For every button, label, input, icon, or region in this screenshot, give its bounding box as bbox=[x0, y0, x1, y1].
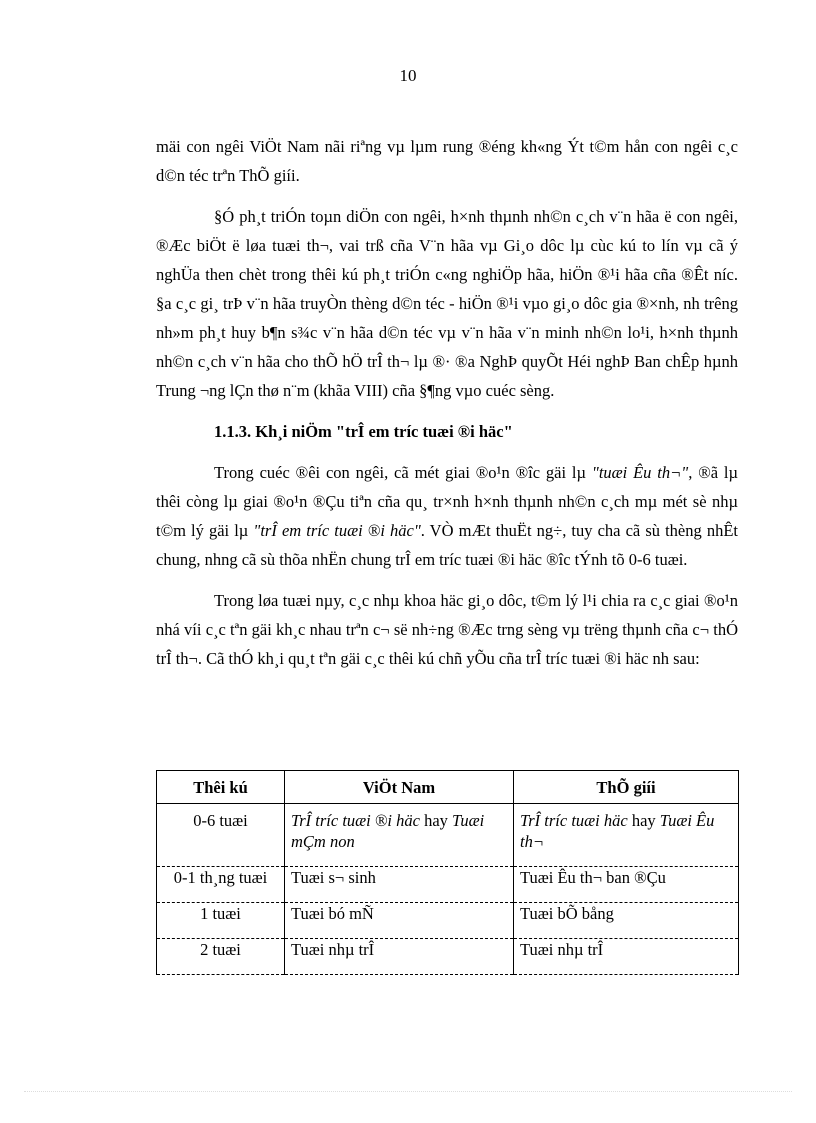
p3-term-preschool: "trÎ em tríc tuæi ®i häc" bbox=[253, 521, 421, 540]
cell-period: 0-1 th¸ng tuæi bbox=[157, 867, 285, 903]
table-header-row bbox=[157, 771, 739, 804]
cell-world: TrÎ tríc tuæi häc hay Tuæi Êu th¬ bbox=[514, 804, 739, 867]
cell-world: Tuæi bÕ bång bbox=[514, 903, 739, 939]
table-row bbox=[157, 903, 739, 939]
paragraph-4: Trong løa tuæi nµy, c¸c nhµ khoa häc gi¸o dôc, t©m lý l¹i chia ra c¸c giai ®o¹n nhá víi c¸c tªn gäi kh¸c nhau trªn c¬ së nh÷ng ®Æc trng sèng vµ trëng thµnh cña c¬ thÓ trÎ th¬. Cã thÓ kh¸i qu¸t tªn gäi c¸c thêi kú chñ yÕu cña trÎ tríc tuæi ®i häc nh sau: bbox=[156, 591, 738, 668]
header-period: Thêi kú bbox=[157, 771, 285, 804]
paragraph-1: mäi con ngêi ViÖt Nam nãi riªng vµ lµm rung ®éng kh«ng Ýt t©m hån con ngêi c¸c d©n téc trªn ThÕ giíi. bbox=[156, 137, 738, 185]
table-row bbox=[157, 939, 739, 975]
cell-world: Tuæi nhµ trÎ bbox=[514, 939, 739, 975]
page-bottom-divider bbox=[24, 1091, 792, 1092]
p3-text-e: . VÒ mÆt thuËt ng÷, tuy cha cã sù thèng nhÊt chung, nhng cã sù thõa nhËn chung trÎ em tríc tuæi ®i häc ®îc tÝnh tõ 0-6 tuæi. bbox=[156, 521, 738, 569]
p3-text-a: Trong cuéc ®êi con ngêi, cã mét giai ®o¹n ®îc gäi lµ bbox=[214, 463, 592, 482]
body-text-top bbox=[156, 132, 738, 673]
cell-period: 2 tuæi bbox=[157, 939, 285, 975]
table-row bbox=[157, 804, 739, 867]
age-period-table bbox=[156, 770, 739, 975]
table-row bbox=[157, 867, 739, 903]
section-heading: 1.1.3. Kh¸i niÖm "trÎ em tríc tuæi ®i häc" bbox=[214, 422, 513, 441]
cell-vietnam: Tuæi nhµ trÎ bbox=[285, 939, 514, 975]
header-world: ThÕ giíi bbox=[514, 771, 739, 804]
cell-vietnam: TrÎ tríc tuæi ®i häc hay Tuæi mÇm non bbox=[285, 804, 514, 867]
paragraph-2: §Ó ph¸t triÓn toµn diÖn con ngêi, h×nh thµnh nh©n c¸ch v¨n hãa ë con ngêi, ®Æc biÖt ë løa tuæi th¬, vai trß cña V¨n hãa vµ Gi¸o dôc lµ cùc kú to lín vµ cã ý nghÜa then chèt trong thêi kú ph¸t triÓn c«ng nghiÖp hãa, hiÖn ®¹i hãa cña ®Êt níc. §a c¸c gi¸ trÞ v¨n hãa truyÒn thèng d©n téc - hiÖn ®¹i vµo gi¸o dôc gia ®×nh, nh trêng nh»m ph¸t huy b¶n s¾c v¨n hãa d©n téc vµ v¨n hãa v¨n minh nh©n lo¹i, h×nh thµnh nh©n c¸ch v¨n hãa cho thÕ hÖ trÎ th¬ lµ ®· ®a NghÞ quyÕt Héi nghÞ Ban chÊp hµnh Trung ¬ng lÇn thø n¨m (khãa VIII) cña §¶ng vµo cuéc sèng. bbox=[156, 207, 738, 400]
cell-vietnam: Tuæi s¬ sinh bbox=[285, 867, 514, 903]
cell-vietnam: Tuæi bó mÑ bbox=[285, 903, 514, 939]
p3-term-infancy: "tuæi Êu th¬" bbox=[591, 463, 689, 482]
paragraph-3 bbox=[156, 458, 738, 574]
p3-text-c: , ®ã lµ thêi còng lµ giai ®o¹n ®Çu tiªn cña qu¸ tr×nh h×nh thµnh nh©n c¸ch mµ mét sè nhµ t©m lý gäi lµ bbox=[156, 463, 738, 540]
cell-world: Tuæi Êu th¬ ban ®Çu bbox=[514, 867, 739, 903]
cell-period: 0-6 tuæi bbox=[157, 804, 285, 867]
cell-period: 1 tuæi bbox=[157, 903, 285, 939]
header-vietnam: ViÖt Nam bbox=[285, 771, 514, 804]
page-number: 10 bbox=[399, 66, 417, 85]
